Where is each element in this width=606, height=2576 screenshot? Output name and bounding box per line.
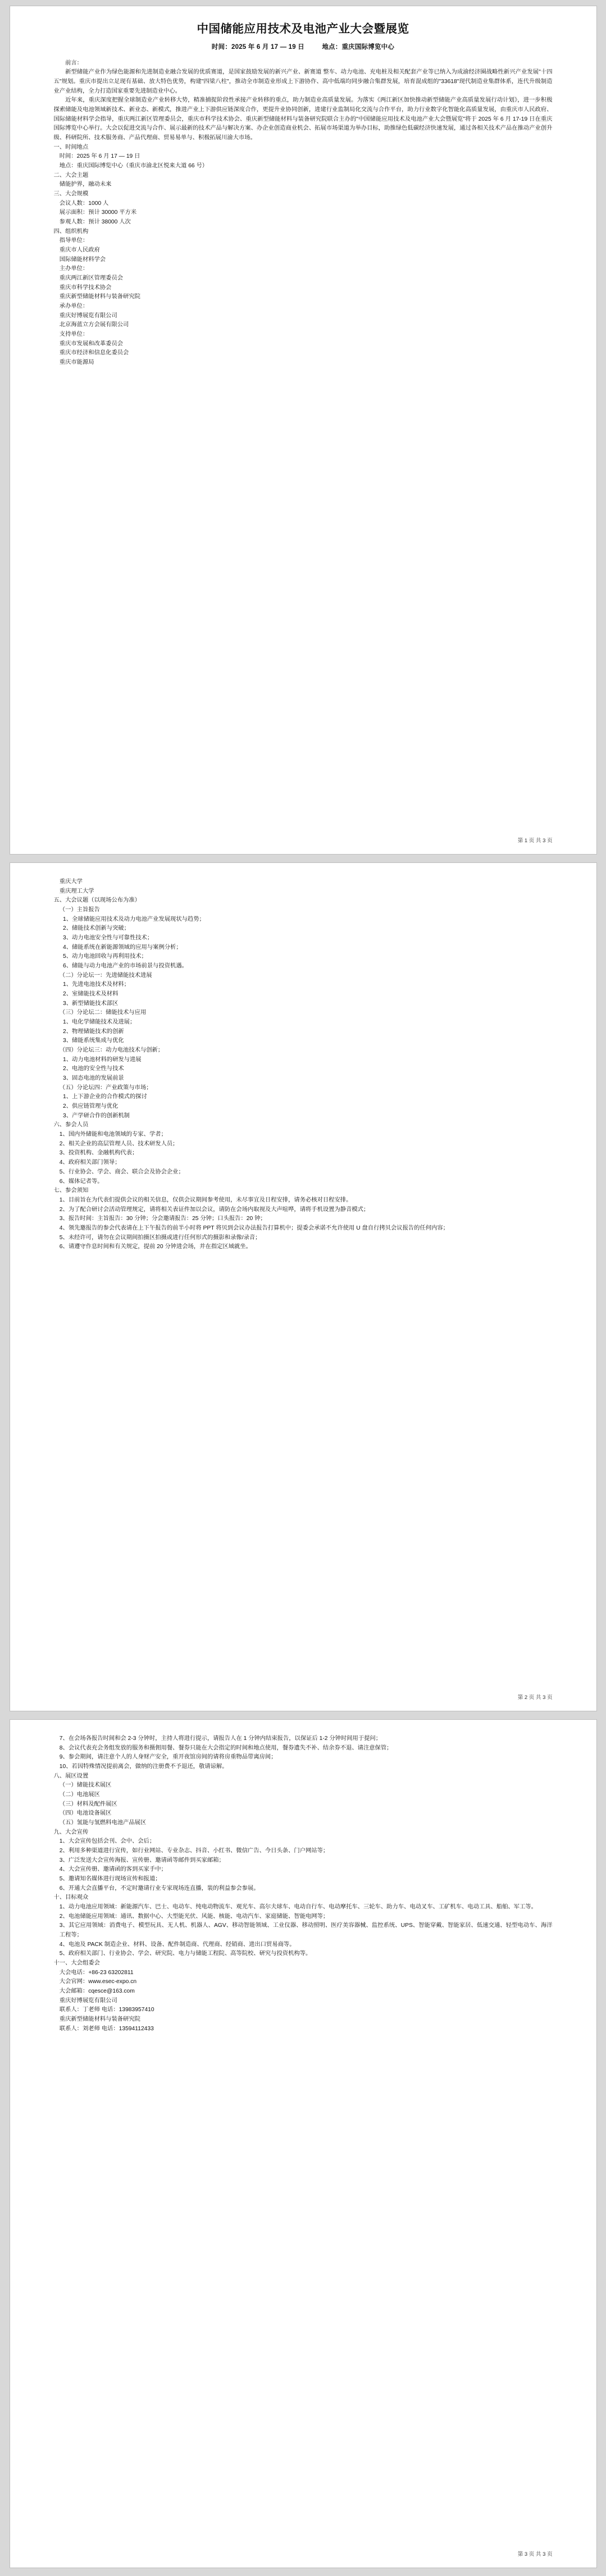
subsection-item: 3、产学研合作的创新机制 [62, 1112, 130, 1119]
page-footer: 第 2 页 共 3 页 [517, 1695, 553, 1701]
subsection-heading: （四）分论坛三：动力电池技术与创新； [59, 1047, 164, 1054]
subsection-item: 5、动力电池回收与再利用技术； [62, 953, 147, 960]
section-item: 2、利用多种渠道进行宣传，如行业网站、专业杂志、抖音、小红书、微信广告、今日头条、门户网站等； [59, 1848, 329, 1855]
page2-agenda-blocks [54, 906, 553, 1252]
section-item: 重庆市发展和改革委员会 [59, 340, 124, 347]
subsection-item: 2、电池的安全性与技术 [62, 1066, 124, 1072]
document-page-2 [10, 862, 597, 1711]
subsection-item: 2、物理储能技术的创新 [62, 1028, 124, 1035]
section-item: 参观人数：预计 38000 人次 [59, 219, 131, 226]
section-item: 2、相关企业的高层管理人员、技术研发人员； [59, 1140, 179, 1147]
section-heading: 十、目标观众 [53, 1894, 89, 1901]
section-item: 国际储能材料学会 [59, 256, 106, 263]
contact-person: 联系人：刘老师 电话：13594112433 [59, 2025, 154, 2032]
page2-top-list [54, 878, 553, 906]
subsection-heading: （二）分论坛一：先进储能技术进展 [59, 972, 152, 979]
section-heading: 七、参会须知 [53, 1187, 89, 1194]
event-time: 时间：2025 年 6 月 17 — 19 日 [211, 43, 304, 51]
section-item: 4、电池及 PACK 制造企业、材料、设备、配件制造商、代理商、经销商、进出口贸易商等。 [59, 1941, 295, 1948]
subsection-item: 1、上下游企业的合作模式的探讨 [62, 1094, 147, 1100]
section-item: 1、国内外储能和电池领域的专家、学者； [59, 1131, 167, 1138]
section-item: 重庆两江新区管理委员会 [59, 275, 124, 282]
section-item: 4、领先邀报告的参会代表请在上下午报告的前半小时将 PPT 将贝到会议办法报告打算机中；提委会承诺不允许使用 U 盘自行拷贝会议报告的任何内容； [59, 1225, 449, 1231]
organizer-name: 重庆新型储能材料与装备研究院 [59, 2016, 140, 2023]
section-item: （二）电池展区 [59, 1792, 100, 1798]
section-item: 重庆理工大学 [59, 888, 94, 894]
contact-phone: 大会电话：+86-23 63202811 [59, 1969, 134, 1976]
section-item: 1、目前旨在为代表们提供会议的相关信息，仅供会议期间参考使用，未尽事宜及日程安排，请务必核对日程安排。 [59, 1196, 352, 1203]
subsection-item: 3、储能系统集成与优化 [62, 1038, 124, 1044]
section-item: 1、动力电池应用领域：新能源汽车、巴士、电动车、纯电动物流车、观光车、高尔夫球车、电动自行车、电动摩托车、三轮车、助力车、电动叉车、工矿机车、电动工具、船舶、军工等。 [59, 1904, 537, 1911]
contact-email[interactable]: 大会邮箱：cqesce@163.com [59, 1988, 135, 1995]
page1-sections [54, 143, 553, 368]
section-item: 指导单位： [59, 237, 89, 244]
subsection-item: 1、电化学储能技术及进展； [62, 1019, 136, 1026]
notice-item: 9、参会期间，请注意个人的人身财产安全，重开夜馆房间的请将房重物品带离房间； [59, 1754, 277, 1761]
section-item: 承办单位： [59, 303, 89, 310]
section-item: 3、报告时间：主旨报告：30 分钟；分会邀请报告：25 分钟；口头报告：20 钟； [59, 1216, 266, 1222]
section-item: 5、行业协会、学会、商会、联合会及协会企业； [59, 1168, 184, 1175]
section-item: 1、大会宣传包括会刊、会中、会后； [59, 1838, 156, 1845]
subsection-item: 1、动力电池材料的研发与进展 [62, 1056, 142, 1063]
section-heading: 九、大会宣传 [53, 1829, 89, 1835]
preface-heading: 前言： [65, 60, 83, 66]
section-item: 支持单位： [59, 331, 89, 338]
section-item: 2、为了配合研讨会活动管理规定，请将相关表证件加以会议，请防在会场内取视及大声喧哗，请将手机设置为静音模式； [59, 1206, 370, 1213]
notice-item: 7、在会场各报告时间和会 2-3 分钟时，主持人将进行提示，请报告人在 1 分钟内结束报告，以保证后 1-2 分钟时间用于提问； [59, 1735, 382, 1742]
preface-paragraph: 新型储能产业作为绿色能源和先进制造业融合发展的优质赛道，是国家鼓励发展的新兴产业、新赛道 整车、动力电池、充电桩及相关配套产业等已纳入为成渝经济圈战略性新兴产业发展"十四五"规划。重庆市提出立足现有基础、放大特色优势，构建"四梁八柱"，推动全市制造业形成上下游协作、高中低端均同步融合集群发展，培育混成组的"33618"现代制造业集群体系，连代升级制造业产业结构，全力打造国家重要先进制造业中心。 [53, 69, 553, 94]
section-heading: 六、参会人员 [53, 1122, 89, 1129]
subsection-item: 1、先进电池技术及材料； [62, 981, 130, 988]
section-item: 2、电池储能应用领域：通讯、数据中心、大型能光伏、风能、核能、电动汽车、家庭储能、智能电网等； [59, 1913, 329, 1920]
organizer-name: 重庆好博展览有限公司 [59, 1997, 117, 2004]
contact-website[interactable]: 大会官网：www.esec-expo.cn [59, 1979, 137, 1985]
section-item: 重庆新型储能材料与装备研究院 [59, 294, 140, 300]
section-item: 3、其它应用领域：消费电子、模型玩具、无人机、机器人、AGV、移动智能领域、工业仪器、移动照明、医疗美容器械、监控系统、UPS、智能穿戴、智能家居、低速交通、轻型电动车、海洋工程等； [59, 1922, 553, 1939]
section-item: 重庆市人民政府 [59, 247, 100, 254]
section-heading: 五、大会议题（以现场公布为准） [53, 897, 140, 904]
section-item: （四）电池设备展区 [59, 1810, 112, 1817]
page-footer: 第 1 页 共 3 页 [517, 838, 553, 844]
preface-block [54, 59, 553, 143]
section-item: 储能护界，融动未来 [59, 181, 112, 188]
event-place: 地点：重庆国际博览中心 [322, 43, 395, 51]
subsection-item: 3、固态电池的发展前景 [62, 1075, 124, 1082]
section-item: 会议人数：1000 人 [59, 200, 109, 207]
section-item: 5、未经许可，请勿在会议期间拍摄区拍摄或进行任何形式的摄影和录像/录音； [59, 1234, 261, 1241]
section-item: 6、请遵守作息时间和有关规定，提前 20 分钟进会场，并在指定区域就坐。 [59, 1244, 252, 1250]
section-item: 4、大会宣传册、邀请函的客到买家手中； [59, 1866, 167, 1873]
section-item: 重庆好博展览有限公司 [59, 312, 117, 319]
section-heading: 八、展区设置 [53, 1773, 89, 1779]
section-item: 地点：重庆国际博览中心（重庆市渝北区悦来大道 66 号） [59, 163, 208, 170]
contact-person: 联系人：丁老师 电话：13983957410 [59, 2007, 154, 2013]
preface-paragraph: 近年来，重庆深度把握全球制造业产业转移大势，精准捕捉阶段性承接产业转移的重点，助力制造业高质量发展。为落实《两江新区加快推动新型储能产业高质量发展行动计划》，进一步积极探索储能及电池领域新技术、新业态、新模式，推进产业上下游供应链深度合作，更提升业协同创新，进建行业监制局化交流与合作平台，助力行业数字化智能化高质量发展，由重庆市人民政府、国际储能材料学会指导，重庆两江新区管理委员会，重庆市科学技术协会、重庆新型储能材料与装备研究院联合主办的"中国储能应用技术及电池产业大会暨展览"将于 2025 年 6 月 17-19 日在重庆国际博览中心举行。大会以促进交流与合作、展示最新的技术产品与解决方案、办企业创造商业机会、拓展市场渠道为举办目标，助推绿色低碳经济快速发展，通过各相关技术产品在推动产业创升级、科研院所、技术服务商、产品代理商、贸易易单与、积极拓展川渝大市场。 [53, 97, 553, 141]
notice-item: 8、会议代表充会务组发放的服务和摄佣用餐、餐券只能在大会指定的时间和地点使用，餐券遗失不补、结余券不退、请注意保管； [59, 1744, 393, 1751]
section-item: 重庆大学 [59, 879, 83, 885]
page3-notice-block [54, 1734, 553, 1772]
section-item: （五）氢能与氢燃料电池产品展区 [59, 1820, 147, 1826]
section-item: （三）材料及配件展区 [59, 1801, 117, 1807]
page3-sections [54, 1772, 553, 2034]
section-item: （一）储能技术展区 [59, 1782, 112, 1789]
section-item: 5、邀请知名媒体进行现场宣传和报道； [59, 1876, 161, 1883]
title-meta [54, 42, 553, 51]
section-item: 主办单位： [59, 266, 89, 272]
section-item: 重庆市能源局 [59, 359, 94, 366]
section-item: 6、开通大会直播平台，不定时邀请行业专家现场连直播，装的利益参会参展。 [59, 1885, 259, 1892]
subsection-heading: （三）分论坛二：储能技术与应用 [59, 1010, 147, 1016]
subsection-item: 3、新型储能技术部区 [62, 1000, 119, 1007]
section-item: 4、政府相关部门领导； [59, 1159, 121, 1166]
page-title: 中国储能应用技术及电池产业大会暨展览 [197, 22, 409, 35]
section-item: 重庆市经济和信息化委员会 [59, 350, 129, 357]
section-item: 5、政府相关部门、行业协会、学会、研究院、电力与储能工程院、高等院校、研究与投资机构等。 [59, 1951, 312, 1957]
subsection-item: 2、室储能技术及材料 [62, 991, 119, 998]
section-item: 6、媒体记者等。 [59, 1178, 103, 1185]
section-heading: 一、时间地点 [53, 144, 89, 150]
section-item: 3、广泛发送大会宣传海报、宣传册、邀请函等邮件到买家邮箱； [59, 1857, 225, 1864]
section-item: 3、投资机构、金融机构代表； [59, 1150, 138, 1157]
document-page-1 [10, 6, 597, 855]
section-heading: 四、组织机构 [53, 228, 89, 235]
subsection-item: 4、储能系统在新能源领域的应用与案例分析； [62, 944, 182, 951]
subsection-item: 1、全球储能应用技术及动力电池产业发展现状与趋势； [62, 916, 205, 922]
section-heading: 三、大会规模 [53, 191, 89, 198]
section-item: 北京海蓝立方会展有限公司 [59, 322, 129, 328]
section-item: 展示面积：预计 30000 平方米 [59, 209, 137, 216]
subsection-item: 2、供应链管理与优化 [62, 1103, 119, 1110]
section-item: 重庆市科学技术协会 [59, 284, 112, 291]
section-heading: 十一、大会组委会 [53, 1960, 100, 1967]
notice-item: 10、若因特殊情况提前离会，做纳的注册费不予退还，敬请谅解。 [59, 1764, 228, 1770]
subsection-heading: （一）主旨报告 [59, 907, 100, 914]
subsection-item: 3、动力电池安全性与可靠性技术； [62, 935, 153, 942]
subsection-item: 6、储能与动力电池产业的市场前景与投资机遇。 [62, 963, 188, 970]
subsection-item: 2、储能技术创新与突破； [62, 925, 130, 932]
page-footer: 第 3 页 共 3 页 [517, 2551, 553, 2557]
section-item: 时间：2025 年 6 月 17 — 19 日 [59, 153, 140, 160]
document-page-3 [10, 1719, 597, 2568]
section-heading: 二、大会主题 [53, 172, 89, 179]
subsection-heading: （五）分论坛四：产业政策与市场； [59, 1084, 152, 1091]
